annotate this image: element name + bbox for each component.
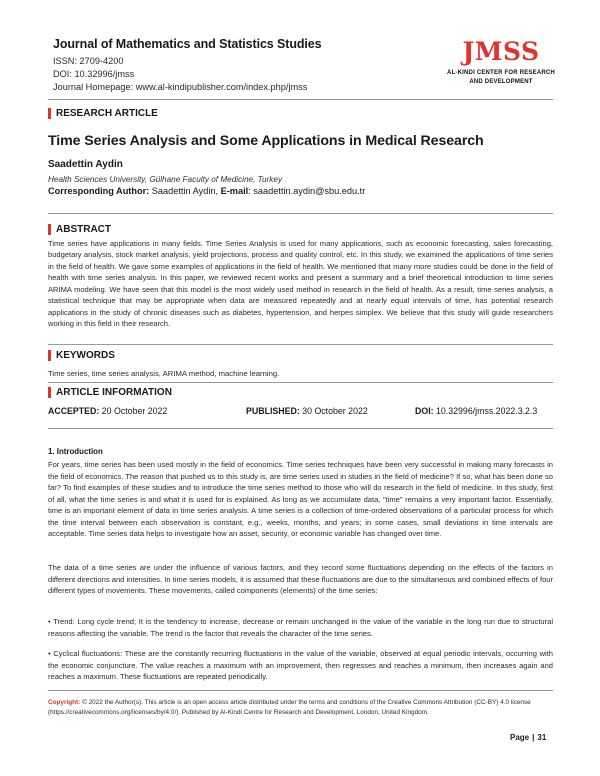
accent-bar	[48, 350, 51, 361]
keywords-heading-label: KEYWORDS	[56, 350, 115, 361]
body-paragraph-2: The data of a time series are under the influence of various factors, and they record some fluctuations depending on the effects of the factors in different directions and intensities. In time series models, it is assumed that these fluctuations are due to the simultaneous and combined effects of four different types of movements. These movements, called components (elements) of the time series:	[48, 563, 553, 595]
journal-logo	[440, 38, 562, 87]
accepted-value: 20 October 2022	[99, 406, 168, 416]
info-divider	[48, 428, 553, 429]
article-info-heading-label: ARTICLE INFORMATION	[56, 387, 172, 398]
body-paragraph-cyclical: • Cyclical fluctuations: These are the constantly recurring fluctuations in the value of the variable, observed at equal periodic intervals, occurring with the economic conjuncture. The value reaches a maximum with an improvement, then regresses and reaches a minimum, then increases again and reaches a maximum. These fluctuations are repeated periodically.	[48, 649, 553, 681]
corresponding-label: Corresponding Author:	[48, 186, 150, 196]
abstract-text: Time series have applications in many fields. Time Series Analysis is used for many applications, such as economic forecasting, sales forecasting, budgetary analysis, stock market analysis, yield projections, process and quality control, etc. In this study, we examined the applications of time series in the field of health. We gave some examples of applications in the field of health. We mentioned that many more studies could be done in the field of health with time series analysis. In this paper, we reviewed recent works and present a summary and a brief theoretical introduction to time series ARIMA modeling. We have seen that this model is the most widely used method in research in the field of health. As a result, time series analysis, a statistical technique that may be appropriate when data are measured repeatedly and at nearly equal intervals of time, has potential research applications in the study of chronic diseases such as diabetes, hypertension, and herpes simplex. We believe that this study will guide researchers working in this field in their research.	[48, 239, 553, 329]
page-number: Page | 31	[510, 733, 547, 742]
logo-subtitle-1: AL-KINDI CENTER FOR RESEARCH	[447, 70, 555, 76]
article-doi	[415, 406, 537, 416]
article-type-label: RESEARCH ARTICLE	[56, 108, 158, 119]
header-divider	[48, 99, 553, 100]
author-name: Saadettin Aydin	[48, 159, 123, 170]
logo-text: JMSS	[462, 37, 540, 66]
body-paragraph-trend: • Trend: Long cycle trend; It is the tendency to increase, decrease or remain unchanged in the value of the variable in the long run due to structural reasons affecting the variable. The trend is the factor that reveals the character of the time series.	[48, 617, 553, 638]
journal-homepage: Journal Homepage: www.al-kindipublisher.com/index.php/jmss	[53, 82, 308, 92]
keywords-text: Time series, time series analysis, ARIMA method, machine learning.	[48, 369, 280, 378]
journal-issn: ISSN: 2709-4200	[53, 56, 124, 66]
journal-name: Journal of Mathematics and Statistics Studies	[53, 37, 322, 51]
published-value: 30 October 2022	[299, 406, 368, 416]
introduction-heading: 1. Introduction	[48, 447, 103, 456]
body-paragraph-1: For years, time series has been used mostly in the field of economics. Time series techniques have been very successful in making many forecasts in the field of economics. The reason that pushed us to this study is, are time series used in studies in the field of medicine? If so, what has been done so far? To find examples of these studies and to introduce the time series method to those who will do research in the field of medicine. In this study, first of all, what the time series is and what it is used for is explained. As long as we accumulate data, "time" remains a very important factor. Essentially, time is an important element of data in time series analysis. A time series is a collection of time-ordered observations of a particular process for which the time interval between each observation is constant, e.g., weeks, months, and years; in some cases, small deviations in time intervals are acceptable. Time series data helps to investigate how an asset, security, or economic variable has changed over time.	[48, 460, 553, 538]
copyright-text: © 2022 the Author(s). This article is an open access article distributed under the terms and conditions of the Creative Commons Attribution (CC-BY) 4.0 license (https://creativecommons.org/licenses/by/4.0/). Published by Al-Kindi Centre for Research and Development, London, United Kingdom.	[48, 699, 531, 716]
accent-bar	[48, 108, 51, 119]
article-info-heading	[48, 387, 172, 398]
corresponding-author	[48, 186, 365, 196]
accent-bar	[48, 387, 51, 398]
doi-label: DOI:	[415, 406, 434, 416]
journal-doi: DOI: 10.32996/jmss	[53, 69, 135, 79]
logo-subtitle-2: AND DEVELOPMENT	[469, 79, 533, 85]
published-date	[246, 406, 368, 416]
article-title: Time Series Analysis and Some Applications in Medical Research	[48, 133, 484, 149]
keywords-divider	[48, 382, 553, 383]
published-label: PUBLISHED:	[246, 406, 300, 416]
copyright-label: Copyright:	[48, 699, 81, 706]
page-number-value: 31	[537, 733, 547, 742]
doi-value[interactable]: 10.32996/jmss.2022.3.2.3	[433, 406, 538, 416]
abstract-heading	[48, 224, 111, 235]
abstract-heading-label: ABSTRACT	[56, 224, 111, 235]
accepted-label: ACCEPTED:	[48, 406, 100, 416]
article-type-tag	[48, 108, 158, 119]
email-address[interactable]: : saadettin.aydin@sbu.edu.tr	[248, 186, 366, 196]
keywords-heading	[48, 350, 115, 361]
copyright-notice	[48, 698, 553, 718]
journal-header	[53, 37, 433, 94]
page-label: Page	[510, 733, 530, 742]
author-affiliation: Health Sciences University, Gülhane Faculty of Medicine, Turkey	[48, 175, 283, 184]
meta-divider	[48, 213, 553, 214]
abstract-divider	[48, 344, 553, 345]
accent-bar	[48, 224, 51, 235]
accepted-date	[48, 406, 167, 416]
footer-divider	[48, 690, 553, 691]
email-label: E-mail	[220, 186, 249, 196]
corresponding-name: Saadettin Aydin,	[151, 186, 219, 196]
